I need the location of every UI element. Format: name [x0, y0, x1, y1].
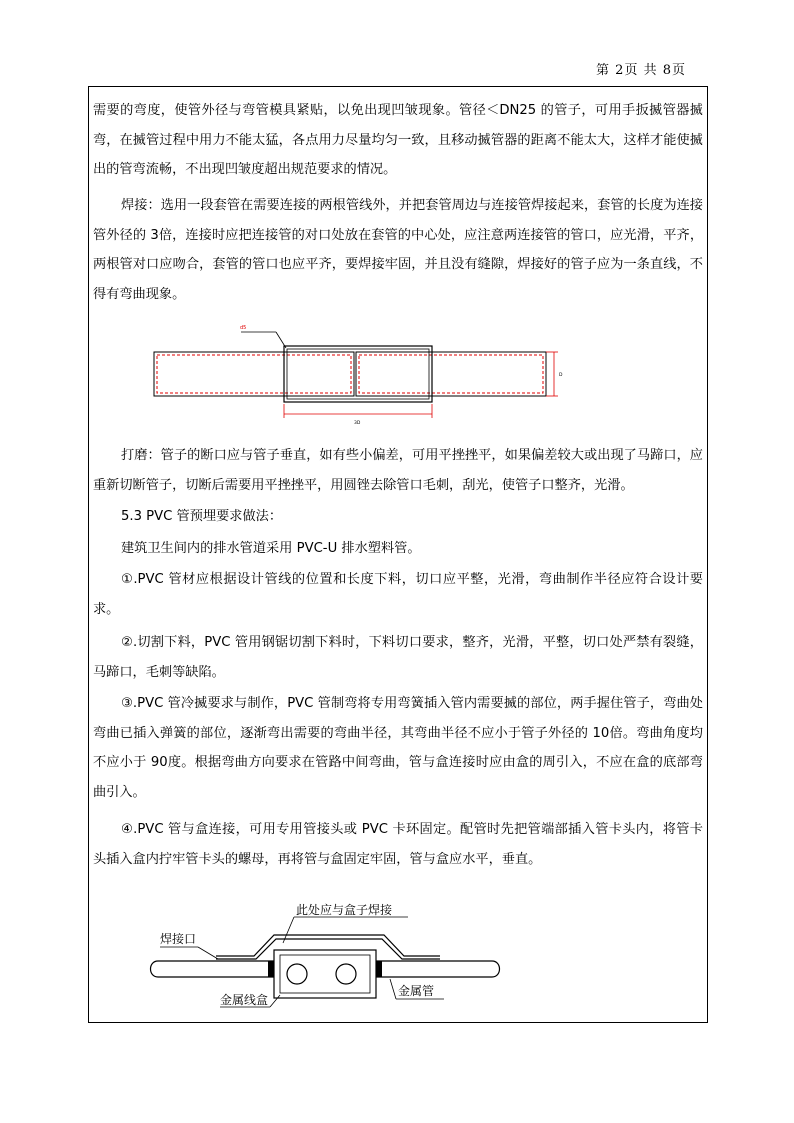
figure-sleeve-welding	[140, 318, 570, 428]
label-metal-box: 金属线盒	[220, 993, 269, 1007]
sleeve	[284, 346, 432, 402]
paragraph-drainage: 建筑卫生间内的排水管道采用 PVC-U 排水塑料管。	[121, 541, 421, 556]
dim-width-label: 3D	[354, 421, 361, 426]
metal-junction-box	[274, 950, 376, 998]
paragraph-item-4: ④.PVC 管与盒连接，可用专用管接头或 PVC 卡环固定。配管时先把管端部插入管卡头内，将管卡头插入盒内拧牢管卡头的螺母，再将管与盒固定牢固，管与盒应水平，垂直。	[93, 822, 703, 867]
figure-box-welding	[140, 895, 510, 1013]
right-pipe	[356, 352, 546, 396]
leader-label: d5	[240, 325, 247, 331]
paragraph-item-2: ②.切割下料，PVC 管用钢锯切割下料时，下料切口要求，整齐，光滑，平整，切口处严禁有裂缝，马蹄口，毛刺等缺陷。	[93, 635, 703, 680]
paragraph-item-1: ①.PVC 管材应根据设计管线的位置和长度下料，切口应平整，光滑，弯曲制作半径应符合设计要求。	[93, 572, 703, 617]
label-metal-pipe: 金属管	[398, 984, 435, 998]
section-heading-pvc: 5.3 PVC 管预埋要求做法：	[121, 509, 283, 524]
paragraph-item-3: ③.PVC 管冷揻要求与制作，PVC 管制弯将专用弯簧插入管内需要揻的部位，两手握住管子，弯曲处弯曲已插入弹簧的部位，逐渐弯出需要的弯曲半径，其弯曲半径不应小于管子外径的 10倍。弯曲角度均不应小于 90度。根据弯曲方向要求在管路中间弯曲，管与盒连接时应由盒的周引入，不应在盒的底部弯曲引入。	[93, 696, 703, 800]
left-pipe	[154, 352, 354, 396]
paragraph-bending: 需要的弯度，使管外径与弯管模具紧贴，以免出现凹皱现象。管径＜DN25 的管子，可用手扳揻管器揻弯，在揻管过程中用力不能太猛，各点用力尽量均匀一致，且移动揻管器的距离不能太大，这样才能使揻出的管弯流畅，不出现凹皱度超出规范要求的情况。	[93, 103, 703, 177]
paragraph-welding: 焊接：选用一段套管在需要连接的两根管线外，并把套管周边与连接管焊接起来，套管的长度为连接管外径的 3倍，连接时应把连接管的对口处放在套管的中心处，应注意两连接管的管口，应光滑，平齐，两根管对口应吻合，套管的管口也应平齐，要焊接牢固，并且没有缝隙，焊接好的管子应为一条直线，不得有弯曲现象。	[93, 198, 703, 302]
paragraph-grinding: 打磨：管子的断口应与管子垂直，如有些小偏差，可用平挫挫平，如果偏差较大或出现了马蹄口，应重新切断管子，切断后需要用平挫挫平，用圆锉去除管口毛刺，刮光，使管子口整齐，光滑。	[93, 448, 703, 493]
dim-height-label: D	[559, 373, 563, 378]
label-weld-box: 此处应与盒子焊接	[296, 903, 393, 917]
label-weld-port: 焊接口	[160, 932, 197, 946]
page-indicator: 第 2页 共 8页	[596, 63, 686, 78]
